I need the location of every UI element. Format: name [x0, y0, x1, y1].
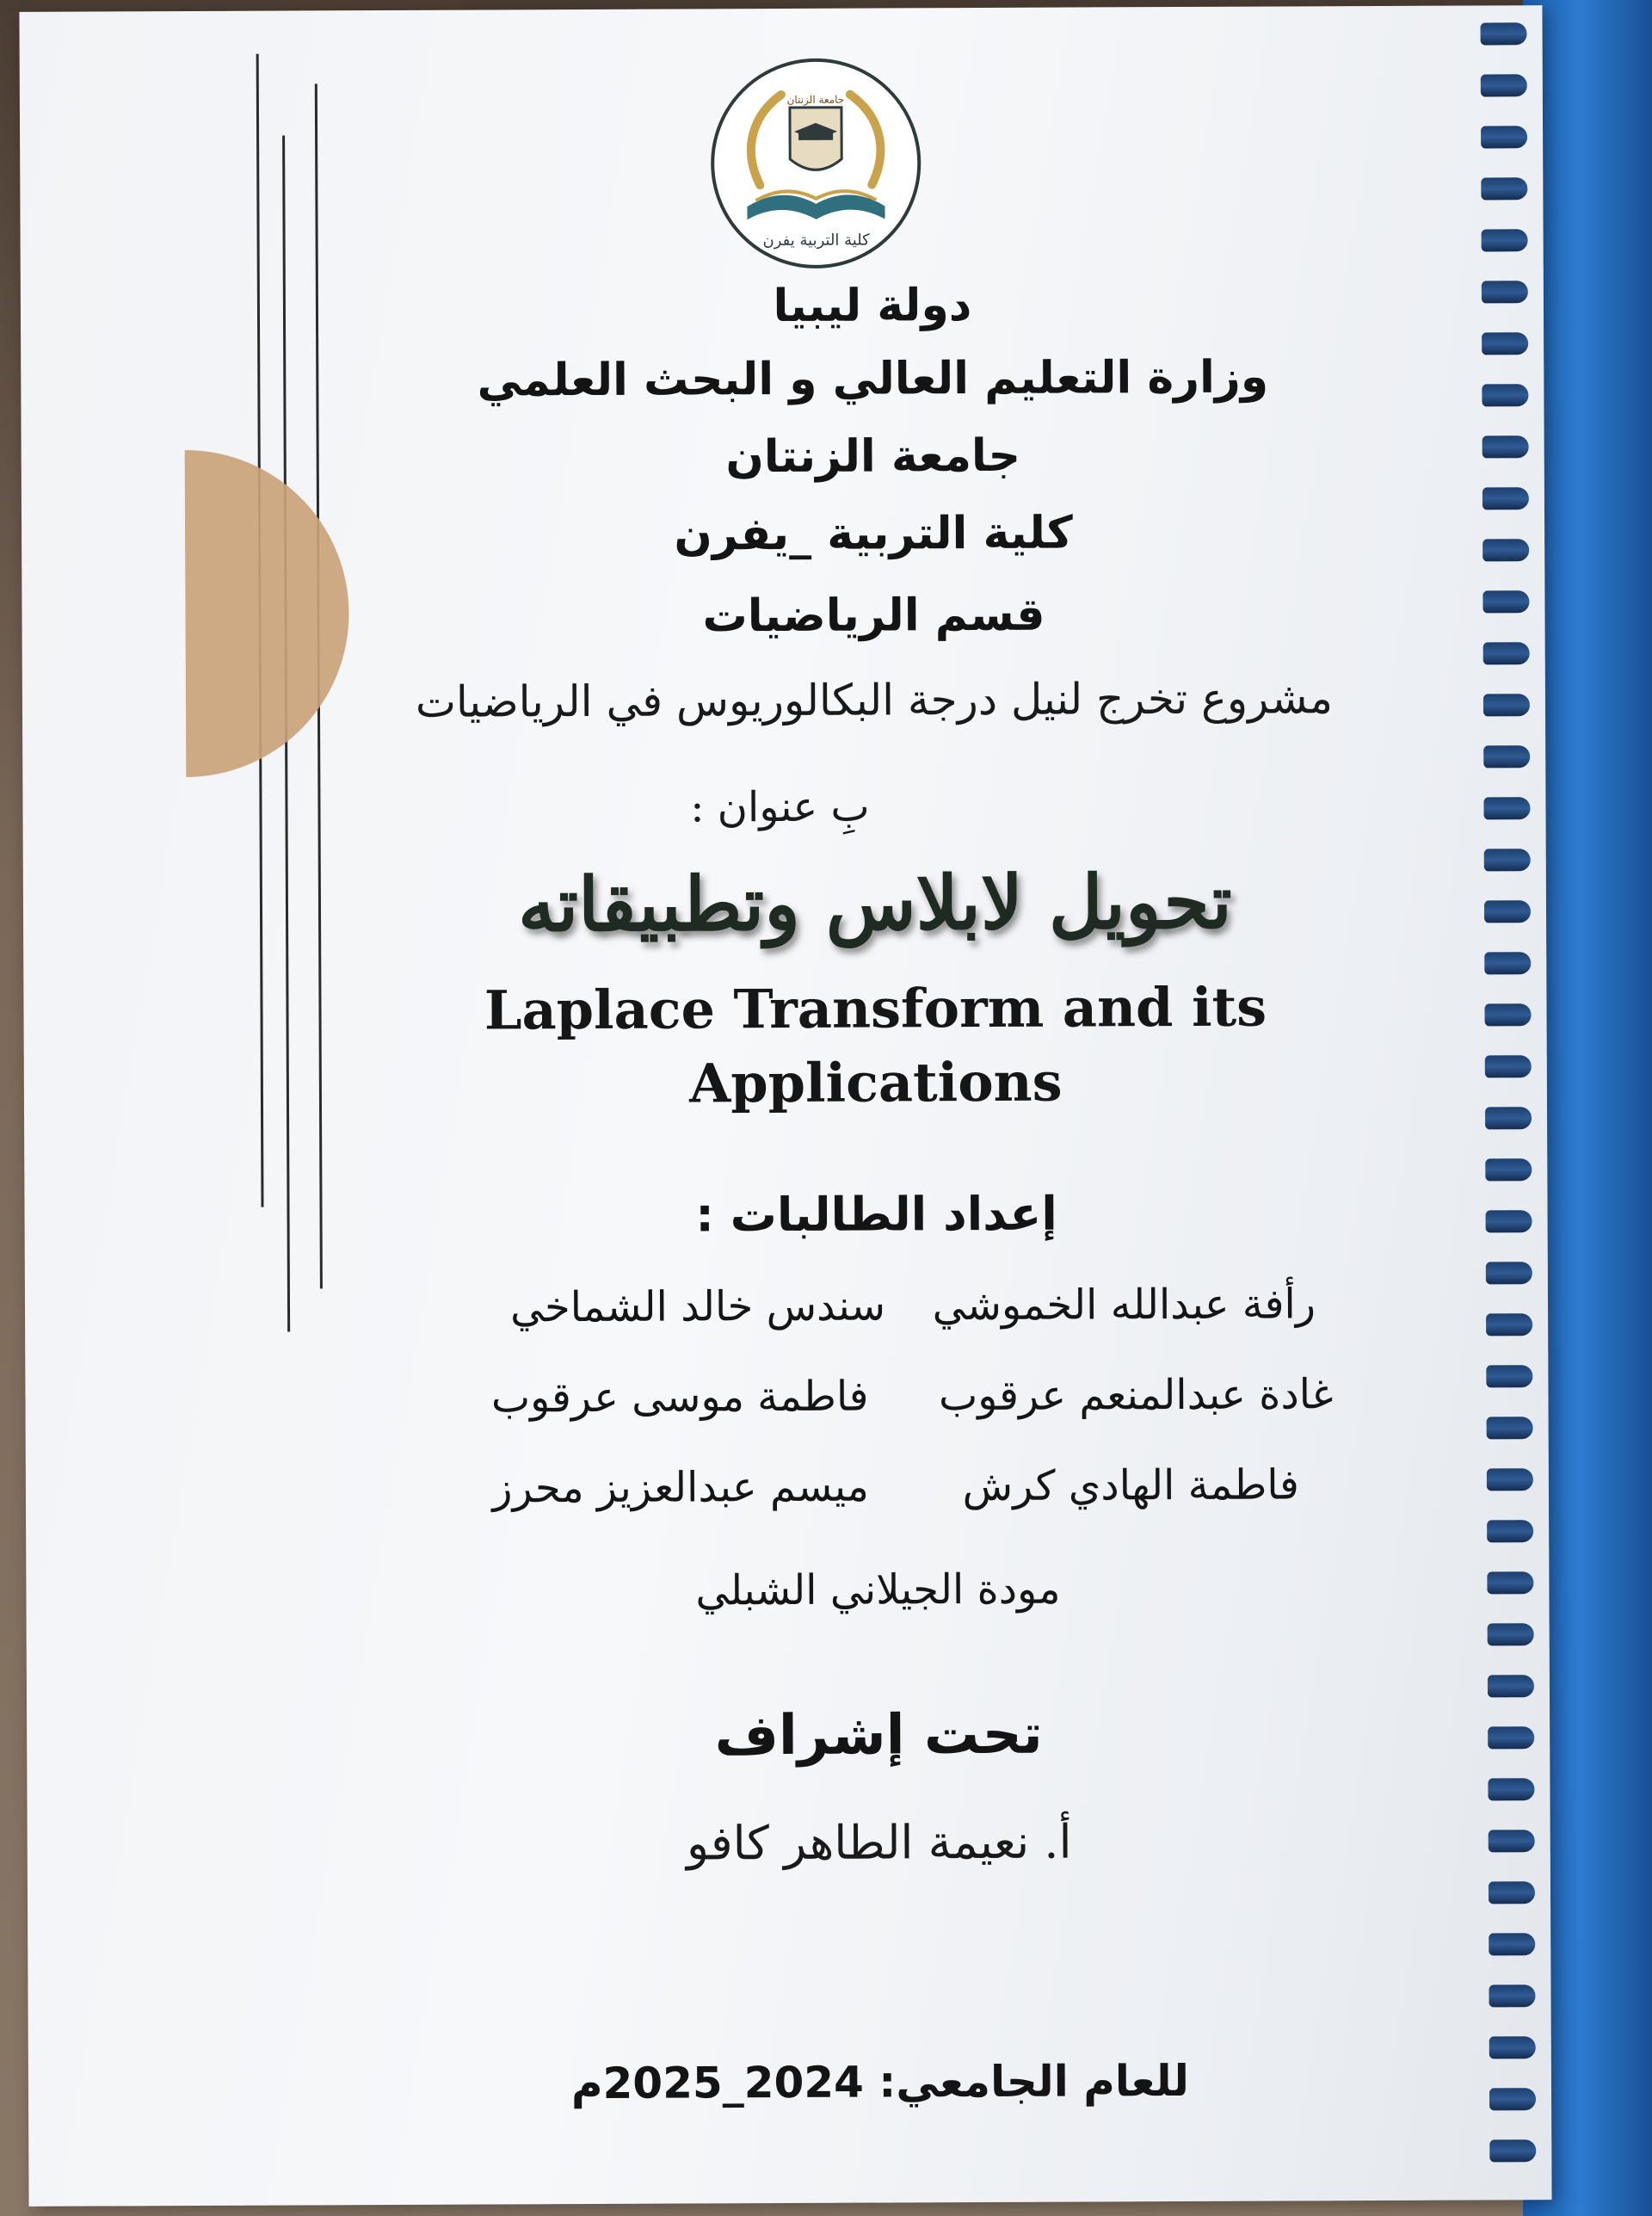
- spiral-coil: [1488, 1778, 1534, 1800]
- spiral-coil: [1488, 1726, 1534, 1749]
- ministry-wrap: [348, 351, 1397, 407]
- spiral-coil: [1485, 1055, 1532, 1077]
- spiral-coil: [1483, 694, 1530, 716]
- supervisor-name: أ. نعيمة الطاهر كافو: [686, 1814, 1072, 1871]
- logo-caption-text: كلية التربية يفرن: [762, 231, 870, 250]
- spiral-coil: [1487, 1417, 1533, 1439]
- spiral-coil: [1486, 1262, 1532, 1284]
- spiral-coil: [1489, 1881, 1535, 1904]
- faculty-wrap: [348, 509, 1398, 559]
- student-name: سندس خالد الشماخي: [509, 1281, 886, 1332]
- spiral-coil: [1482, 539, 1529, 561]
- title-english-line2: Applications: [689, 1050, 1063, 1115]
- department-heading: قسم الرياضيات: [702, 589, 1045, 643]
- students-heading-wrap: [351, 1186, 1401, 1243]
- university-heading: جامعة الزنتان: [725, 429, 1021, 484]
- cover-page: [19, 5, 1551, 2207]
- names-row-1: [352, 1280, 1402, 1344]
- title-english-line1: Laplace Transform and its: [484, 975, 1267, 1042]
- spiral-coil: [1488, 1675, 1534, 1697]
- student-name: فاطمة موسى عرقوب: [490, 1372, 869, 1423]
- faculty-heading: كلية التربية _يفرن: [674, 507, 1073, 561]
- spiral-coil: [1489, 1985, 1535, 2007]
- spiral-coil: [1482, 332, 1528, 355]
- names-row-4: [353, 1564, 1402, 1628]
- header-block: [348, 280, 1397, 333]
- spiral-coil: [1482, 384, 1528, 406]
- spiral-coil: [1481, 177, 1527, 200]
- supervision-heading-wrap: [354, 1702, 1403, 1768]
- spiral-coil: [1484, 1003, 1531, 1026]
- spiral-coil: [1484, 900, 1531, 923]
- title-intro: بِ عنوان :: [690, 782, 870, 832]
- spiral-coil: [1486, 1365, 1532, 1387]
- spiral-coil: [1489, 2088, 1536, 2110]
- logo-top-text: جامعة الزنتان: [786, 93, 845, 106]
- spiral-binding: [1480, 5, 1541, 2200]
- spiral-coil: [1482, 590, 1529, 613]
- spiral-coil: [1481, 126, 1527, 148]
- spiral-coil: [1488, 1623, 1534, 1645]
- supervision-heading: تحت إشراف: [714, 1702, 1043, 1768]
- spiral-coil: [1487, 1520, 1533, 1542]
- spiral-coil: [1482, 435, 1529, 458]
- description-wrap: [349, 673, 1399, 727]
- student-name: فاطمة الهادي كرش: [962, 1460, 1300, 1511]
- spiral-coil: [1481, 74, 1527, 96]
- decorative-half-circle: [185, 449, 350, 777]
- students-heading: إعداد الطالبات :: [695, 1186, 1057, 1243]
- academic-year: للعام الجامعي: 2024_2025م: [570, 2055, 1190, 2109]
- student-name: مودة الجيلاني الشبلي: [695, 1565, 1061, 1615]
- spiral-coil: [1489, 1830, 1535, 1852]
- spiral-coil: [1485, 1158, 1532, 1181]
- spiral-coil: [1482, 487, 1529, 509]
- spiral-coil: [1487, 1571, 1533, 1594]
- university-wrap: [348, 429, 1398, 484]
- spiral-coil: [1489, 2139, 1536, 2162]
- student-name: غادة عبدالمنعم عرقوب: [938, 1370, 1334, 1421]
- spiral-coil: [1483, 797, 1530, 819]
- title-intro-wrap: [349, 781, 1210, 833]
- title-ar-wrap: [350, 858, 1400, 949]
- students-list: [352, 1262, 1402, 1615]
- student-name: ميسم عبدالعزيز محرز: [492, 1462, 870, 1513]
- spiral-coil: [1487, 1468, 1533, 1491]
- spiral-coil: [1485, 1107, 1532, 1129]
- footer-wrap: [355, 2055, 1405, 2109]
- country-heading: دولة ليبيا: [773, 280, 972, 333]
- names-row-3: [353, 1460, 1402, 1525]
- spiral-coil: [1483, 745, 1530, 768]
- spiral-coil: [1489, 2036, 1536, 2059]
- spiral-coil: [1481, 22, 1527, 45]
- project-description: مشروع تخرج لنيل درجة البكالوريوس في الرياضيات: [415, 673, 1334, 727]
- spiral-coil: [1486, 1313, 1532, 1336]
- title-arabic: تحويل لابلاس وتطبيقاته: [517, 858, 1233, 949]
- names-row-2: [352, 1370, 1402, 1435]
- spiral-coil: [1484, 849, 1531, 871]
- spiral-coil: [1486, 1210, 1532, 1232]
- spiral-coil: [1483, 642, 1530, 664]
- college-logo: [708, 55, 924, 271]
- ministry-heading: وزارة التعليم العالي و البحث العلمي: [477, 351, 1269, 407]
- spiral-coil: [1484, 952, 1531, 974]
- spiral-coil: [1489, 1933, 1535, 1955]
- student-name: رأفة عبدالله الخموشي: [932, 1280, 1316, 1330]
- department-wrap: [348, 589, 1398, 643]
- spiral-coil: [1482, 229, 1528, 251]
- title-en-wrap: [350, 970, 1401, 1121]
- supervisor-wrap: [354, 1813, 1404, 1872]
- spiral-coil: [1482, 281, 1528, 303]
